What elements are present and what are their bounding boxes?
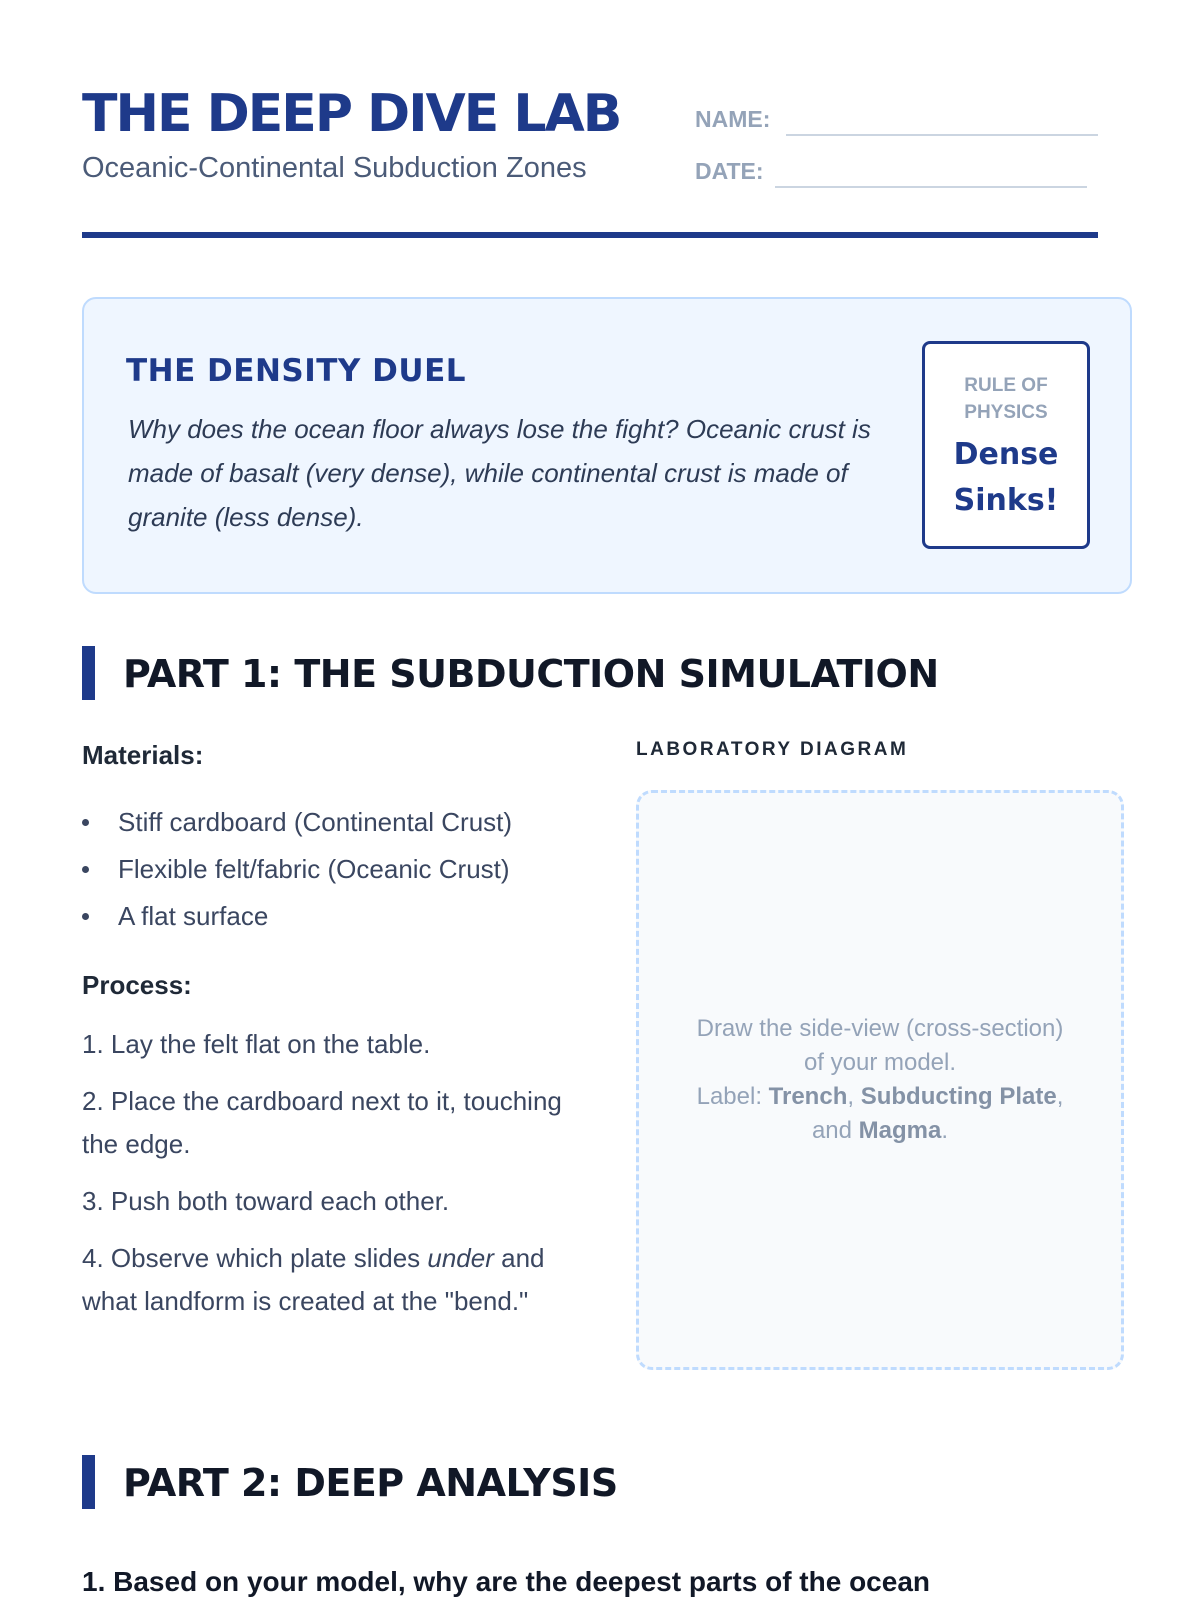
section-accent-bar bbox=[82, 1455, 95, 1509]
list-item bbox=[82, 893, 582, 940]
diagram-term-trench: Trench bbox=[768, 1083, 848, 1110]
step4-suffix: and what landform is created at the "bend." bbox=[82, 1243, 545, 1316]
list-item bbox=[82, 846, 582, 893]
diagram-line1: Draw the side-view (cross-section) of your model. bbox=[696, 1015, 1064, 1076]
date-label: DATE: bbox=[695, 158, 764, 184]
diagram-drawing-area[interactable] bbox=[636, 790, 1124, 1370]
worksheet-header bbox=[82, 82, 1098, 242]
rule-box-main: Dense Sinks! bbox=[953, 437, 1059, 518]
diagram-instructions bbox=[690, 1012, 1070, 1148]
analysis-question-1: 1. Based on your model, why are the deepest parts of the ocean bbox=[82, 1566, 930, 1597]
worksheet-title: THE DEEP DIVE LAB bbox=[82, 84, 621, 144]
process-step bbox=[82, 1237, 582, 1323]
diagram-term-subducting-plate: Subducting Plate bbox=[860, 1083, 1057, 1110]
process-steps bbox=[82, 1023, 582, 1323]
callout-title: THE DENSITY DUEL bbox=[126, 353, 466, 389]
section-accent-bar bbox=[82, 646, 95, 700]
step4-emphasis: under bbox=[427, 1243, 494, 1273]
rule-box-kicker: RULE OF PHYSICS bbox=[964, 375, 1048, 423]
materials-heading: Materials: bbox=[82, 740, 204, 770]
part2-title: PART 2: DEEP ANALYSIS bbox=[123, 1461, 618, 1505]
date-field[interactable] bbox=[775, 186, 1087, 188]
callout-text: Why does the ocean floor always lose the fight? Oceanic crust is made of basalt (very dense), while continental crust is made of granite (less dense). bbox=[128, 414, 871, 532]
part1-title: PART 1: THE SUBDUCTION SIMULATION bbox=[123, 652, 939, 696]
material-text: Flexible felt/fabric (Oceanic Crust) bbox=[118, 854, 510, 884]
diagram-term-magma: Magma bbox=[858, 1117, 942, 1144]
bullet-icon bbox=[82, 866, 89, 873]
density-duel-callout bbox=[82, 297, 1132, 594]
diagram-sep: , and bbox=[811, 1083, 1064, 1144]
material-text: Stiff cardboard (Continental Crust) bbox=[118, 807, 513, 837]
bullet-icon bbox=[82, 913, 89, 920]
diagram-label-prefix: Label: bbox=[696, 1083, 769, 1110]
rule-of-physics-box bbox=[922, 341, 1090, 549]
material-text: A flat surface bbox=[118, 901, 269, 931]
process-heading: Process: bbox=[82, 970, 192, 1000]
name-label: NAME: bbox=[695, 106, 771, 132]
bullet-icon bbox=[82, 819, 89, 826]
part1-instructions bbox=[82, 740, 582, 1337]
name-field[interactable] bbox=[786, 134, 1098, 136]
header-divider bbox=[82, 232, 1098, 238]
worksheet-subtitle: Oceanic-Continental Subduction Zones bbox=[82, 152, 587, 184]
process-step: 1. Lay the felt flat on the table. bbox=[82, 1029, 431, 1059]
diagram-end: . bbox=[941, 1117, 949, 1144]
process-step: 2. Place the cardboard next to it, touching the edge. bbox=[82, 1086, 562, 1159]
list-item bbox=[82, 799, 582, 846]
process-step: 3. Push both toward each other. bbox=[82, 1186, 450, 1216]
diagram-kicker: LABORATORY DIAGRAM bbox=[636, 739, 909, 760]
materials-list bbox=[82, 799, 582, 940]
diagram-sep: , bbox=[847, 1083, 861, 1110]
step4-prefix: 4. Observe which plate slides bbox=[82, 1243, 428, 1273]
